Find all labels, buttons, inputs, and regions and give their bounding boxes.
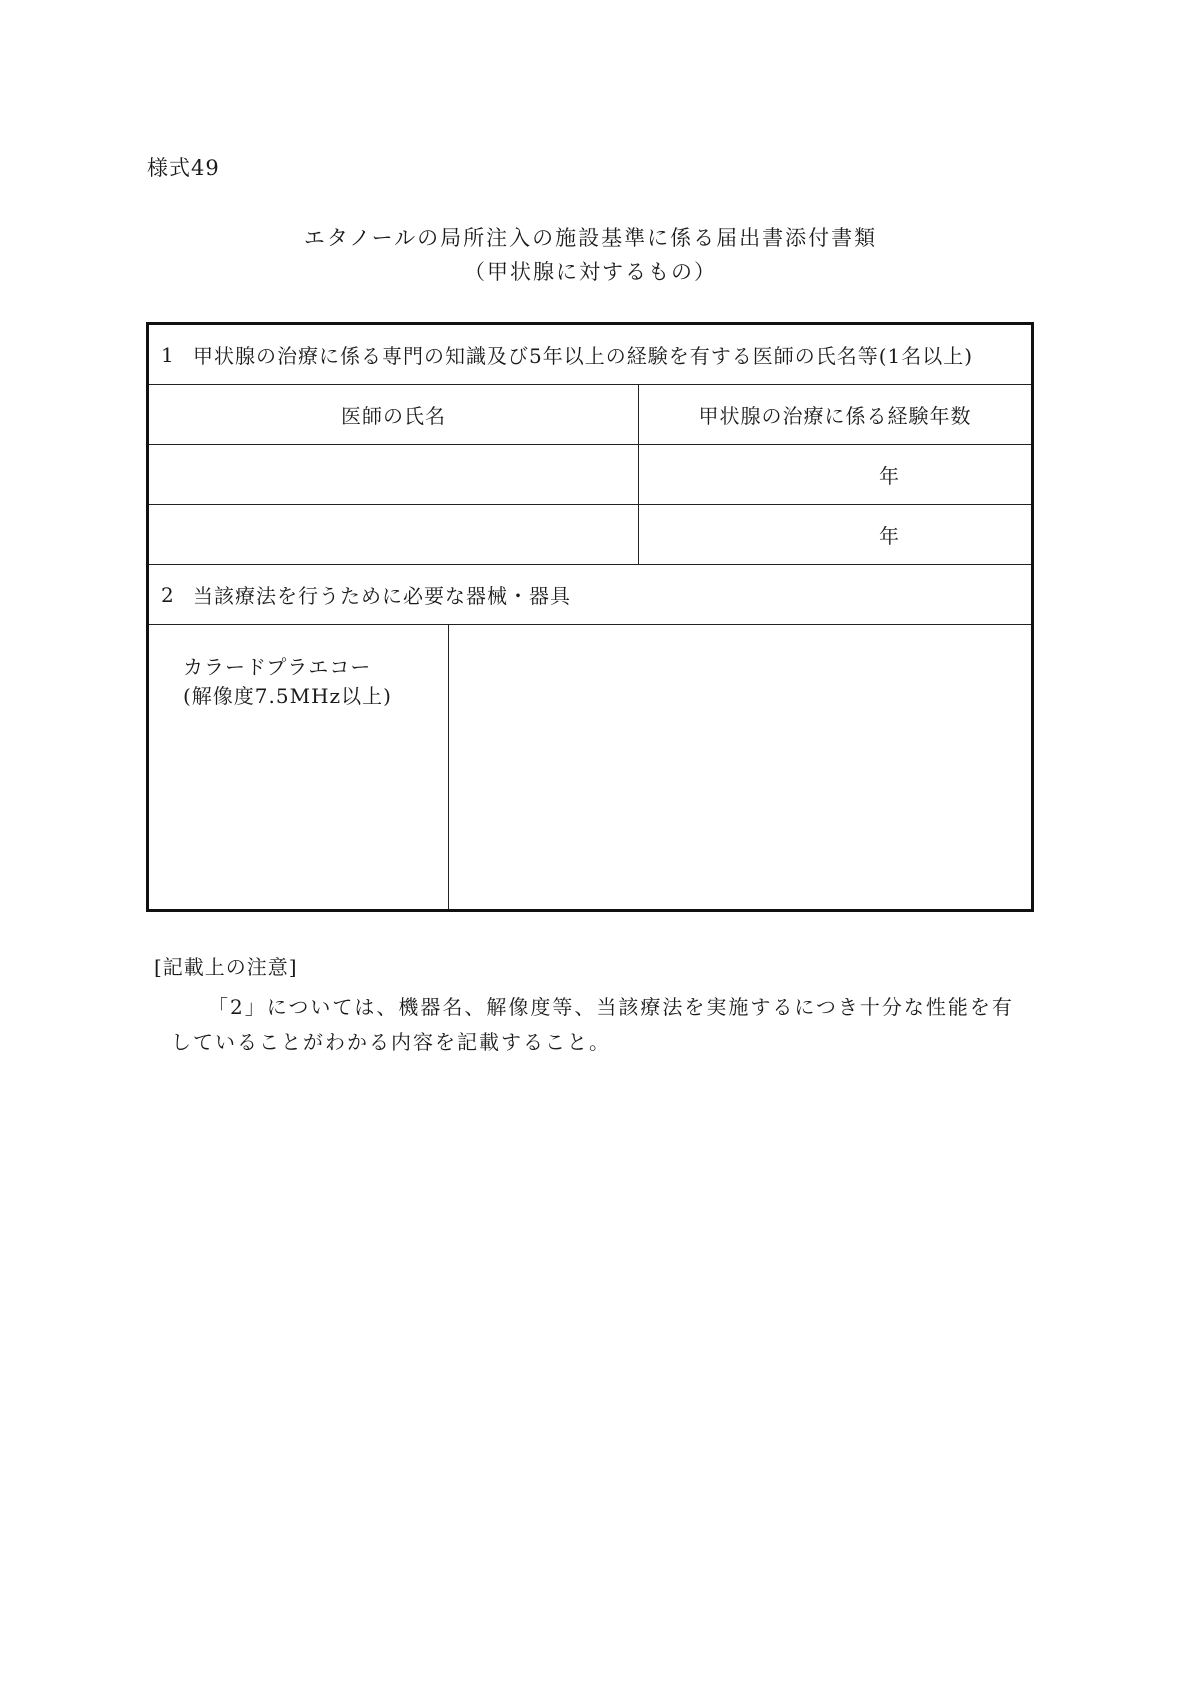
notes-body: 「2」については、機器名、解像度等、当該療法を実施するにつき十分な性能を有していることがわかる内容を記載すること。 [171,995,1014,1054]
section1-header-row [149,325,1031,385]
doctor-name-header: 医師の氏名 [149,385,639,444]
form-number: 様式49 [147,156,220,180]
experience-years-header: 甲状腺の治療に係る経験年数 [698,404,972,428]
form-table [146,322,1034,912]
doctor-name-field[interactable] [149,505,639,564]
section2-number: 2 [161,582,175,607]
equipment-name: カラードプラエコー [183,655,372,679]
document-title: エタノールの局所注入の施設基準に係る届出書添付書類 [303,226,878,250]
section1-heading-text: 甲状腺の治療に係る専門の知識及び5年以上の経験を有する医師の氏名等(1名以上) [193,344,974,368]
notes-section [154,951,1034,1060]
doctor-name-field[interactable] [149,445,639,504]
section2-heading-text: 当該療法を行うために必要な器械・器具 [193,584,571,608]
equipment-row [149,625,1031,909]
years-unit-label: 年 [879,464,900,488]
experience-years-field[interactable] [639,505,1031,564]
table-row [149,505,1031,565]
section1-number: 1 [161,342,175,367]
experience-years-field[interactable] [639,445,1031,504]
document-subtitle: （甲状腺に対するもの） [464,260,717,284]
equipment-label-cell [149,625,449,909]
section1-heading [149,325,1031,384]
table-row [149,445,1031,505]
column-header-row [149,385,1031,445]
equipment-details-field[interactable] [449,625,1031,909]
equipment-spec: (解像度7.5MHz以上) [183,684,392,708]
years-unit-label: 年 [879,524,900,548]
notes-heading: [記載上の注意] [154,955,298,979]
section2-heading [149,565,1031,624]
section2-header-row [149,565,1031,625]
